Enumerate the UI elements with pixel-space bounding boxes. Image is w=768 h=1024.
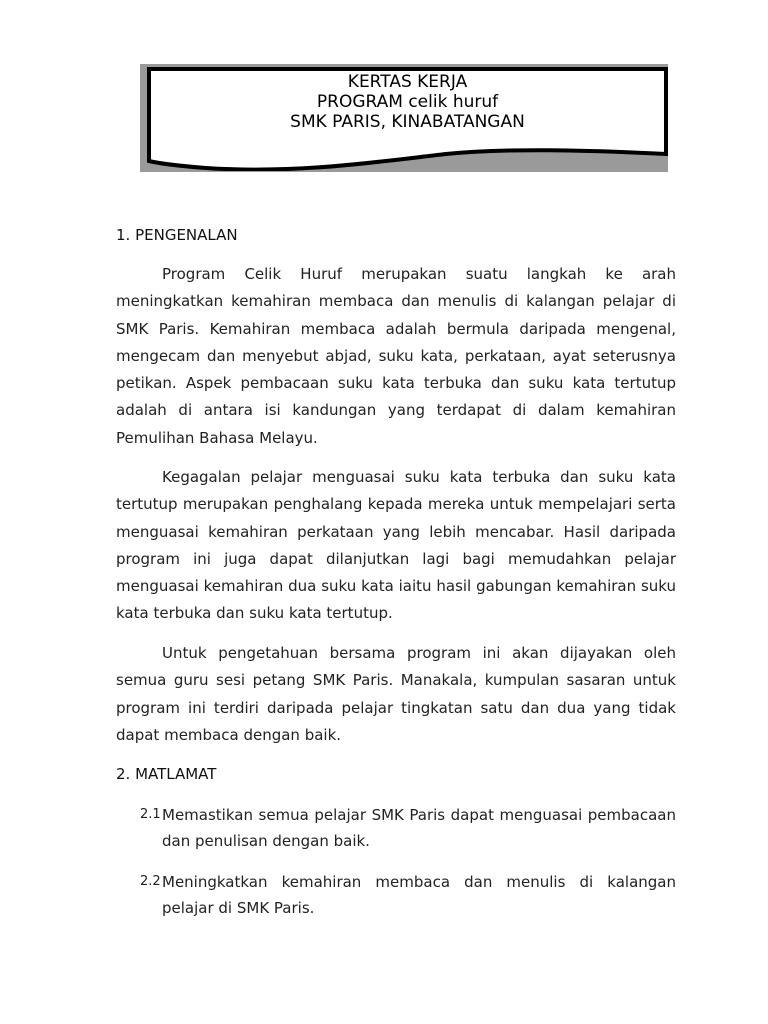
section-heading-pengenalan: 1. PENGENALAN	[116, 226, 238, 244]
section-heading-matlamat: 2. MATLAMAT	[116, 765, 217, 783]
title-line-3: SMK PARIS, KINABATANGAN	[290, 112, 525, 132]
paragraph: Program Celik Huruf merupakan suatu langkah ke arah meningkatkan kemahiran membaca dan menulis di kalangan pelajar di SMK Paris. Kemahiran membaca adalah bermula daripada mengenal, mengecam dan menyebut abjad, suku kata, perkataan, ayat seterusnya petikan. Aspek pembacaan suku kata terbuka dan suku kata tertutup adalah di antara isi kandungan yang terdapat di dalam kemahiran Pemulihan Bahasa Melayu.	[116, 265, 676, 447]
list-item-number: 2.1	[140, 807, 161, 822]
list-item	[140, 802, 676, 854]
title-box	[146, 66, 669, 171]
title-text	[146, 72, 669, 132]
paragraph: Untuk pengetahuan bersama program ini akan dijayakan oleh semua guru sesi petang SMK Paris. Manakala, kumpulan sasaran untuk program ini terdiri daripada pelajar tingkatan satu dan dua yang tidak dapat membaca dengan baik.	[116, 644, 676, 744]
title-line-1: KERTAS KERJA	[347, 72, 468, 92]
title-line-2: PROGRAM celik huruf	[316, 92, 499, 112]
paragraph: Kegagalan pelajar menguasai suku kata terbuka dan suku kata tertutup merupakan penghalang kepada mereka untuk mempelajari serta menguasai kemahiran perkataan yang lebih mencabar. Hasil daripada program ini juga dapat dilanjutkan lagi bagi memudahkan pelajar menguasai kemahiran dua suku kata iaitu hasil gabungan kemahiran suku kata terbuka dan suku kata tertutup.	[116, 468, 676, 623]
list-item-text: Memastikan semua pelajar SMK Paris dapat menguasai pembacaan dan penulisan dengan baik.	[162, 806, 676, 850]
list-item-number: 2.2	[140, 874, 161, 889]
list-item	[140, 869, 676, 921]
list-item-text: Meningkatkan kemahiran membaca dan menulis di kalangan pelajar di SMK Paris.	[162, 873, 676, 917]
